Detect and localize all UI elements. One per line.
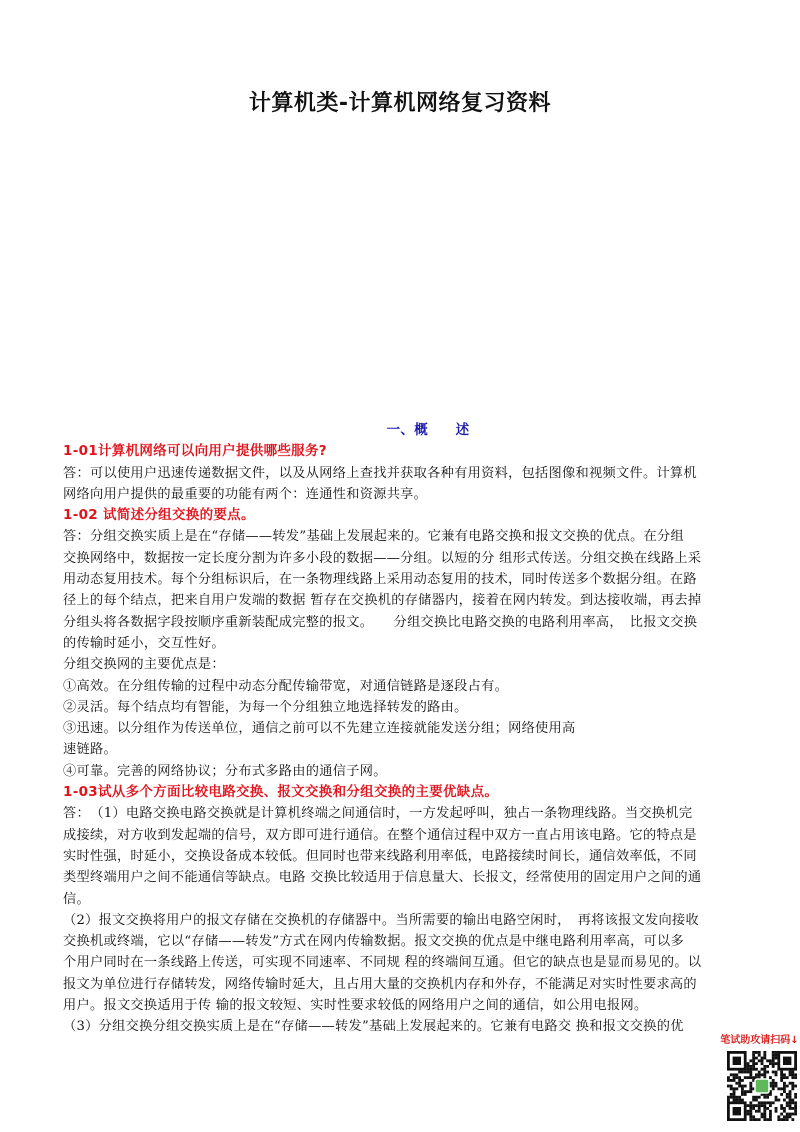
answer-line: 用动态复用技术。每个分组标识后，在一条物理线路上采用动态复用的技术，同时传送多个数据分组。在路 (63, 572, 697, 588)
document-body (63, 420, 793, 1038)
answer-line: 径上的每个结点，把来自用户发端的数据 暂存在交换机的存储器内，接着在网内转发。到达接收端，再去掉 (63, 593, 702, 609)
question-2: 1-02 试简述分组交换的要点。 (63, 507, 255, 524)
answer-line: 的传输时延小，交互性好。 (63, 635, 225, 651)
answer-line: ①高效。在分组传输的过程中动态分配传输带宽，对通信链路是逐段占有。 (63, 678, 509, 694)
answer-line: ②灵活。每个结点均有智能，为每一个分组独立地选择转发的路由。 (63, 699, 468, 715)
answer-line: 网络向用户提供的最重要的功能有两个：连通性和资源共享。 (63, 486, 428, 502)
document-title: 计算机类-计算机网络复习资料 (248, 91, 552, 116)
answer-line: 分组交换网的主要优点是： (63, 657, 225, 673)
answer-line: 类型终端用户之间不能通信等缺点。电路 交换比较适用于信息量大、长报文，经常使用的固定用户之间的通 (63, 870, 702, 886)
answer-line: 速链路。 (63, 742, 117, 758)
question-1: 1-01计算机网络可以向用户提供哪些服务? (63, 443, 327, 460)
answer-line: 实时性强，时延小，交换设备成本较低。但同时也带来线路利用率低，电路接续时间长，通信效率低，不同 (63, 848, 697, 864)
answer-line: 交换机或终端，它以“存储——转发”方式在网内传输数据。报文交换的优点是中继电路利用率高，可以多 (63, 934, 685, 950)
answer-line: 信。 (63, 891, 90, 907)
answer-line: 报文为单位进行存储转发，网络传输时延大，且占用大量的交换机内存和外存，不能满足对实时性要求高的 (63, 976, 697, 992)
question-3: 1-03试从多个方面比较电路交换、报文交换和分组交换的主要优缺点。 (63, 784, 499, 801)
answer-line: 分组头将各数据字段按顺序重新装配成完整的报文。 分组交换比电路交换的电路利用率高， 比报文交换 (63, 614, 698, 630)
answer-line: ④可靠。完善的网络协议；分布式多路由的通信子网。 (63, 763, 387, 779)
answer-line: 答：分组交换实质上是在“存储——转发”基础上发展起来的。它兼有电路交换和报文交换的优点。在分组 (63, 529, 685, 545)
answer-line: 交换网络中，数据按一定长度分割为许多小段的数据——分组。以短的分 组形式传送。分组交换在线路上采 (63, 550, 702, 566)
answer-line: 成接续，对方收到发起端的信号，双方即可进行通信。在整个通信过程中双方一直占用该电路。它的特点是 (63, 827, 697, 843)
answer-line: 个用户同时在一条线路上传送，可实现不同速率、不同规 程的终端间互通。但它的缺点也是显而易见的。以 (63, 955, 702, 971)
qr-code-panel[interactable] (719, 1033, 800, 1132)
qr-label: 笔试助攻请扫码↓ (719, 1033, 800, 1049)
answer-line: 答： （1）电路交换电路交换就是计算机终端之间通信时，一方发起呼叫，独占一条物理线路。当交换机完 (63, 806, 693, 822)
answer-line: 答：可以使用户迅速传递数据文件，以及从网络上查找并获取各种有用资料，包括图像和视频文件。计算机 (63, 465, 697, 481)
answer-line: ③迅速。以分组作为传送单位，通信之前可以不先建立连接就能发送分组；网络使用高 (63, 721, 576, 737)
answer-line: 用户。报文交换适用于传 输的报文较短、实时性要求较低的网络用户之间的通信，如公用电报网。 (63, 998, 648, 1014)
section-heading: 一、概 述 (386, 422, 470, 438)
answer-line: （2）报文交换将用户的报文存储在交换机的存储器中。当所需要的输出电路空闲时， 再将该报文发向接收 (63, 912, 699, 928)
qr-code-icon (727, 1051, 797, 1121)
answer-line: （3）分组交换分组交换实质上是在“存储——转发”基础上发展起来的。它兼有电路交 换和报文交换的优 (63, 1019, 684, 1035)
